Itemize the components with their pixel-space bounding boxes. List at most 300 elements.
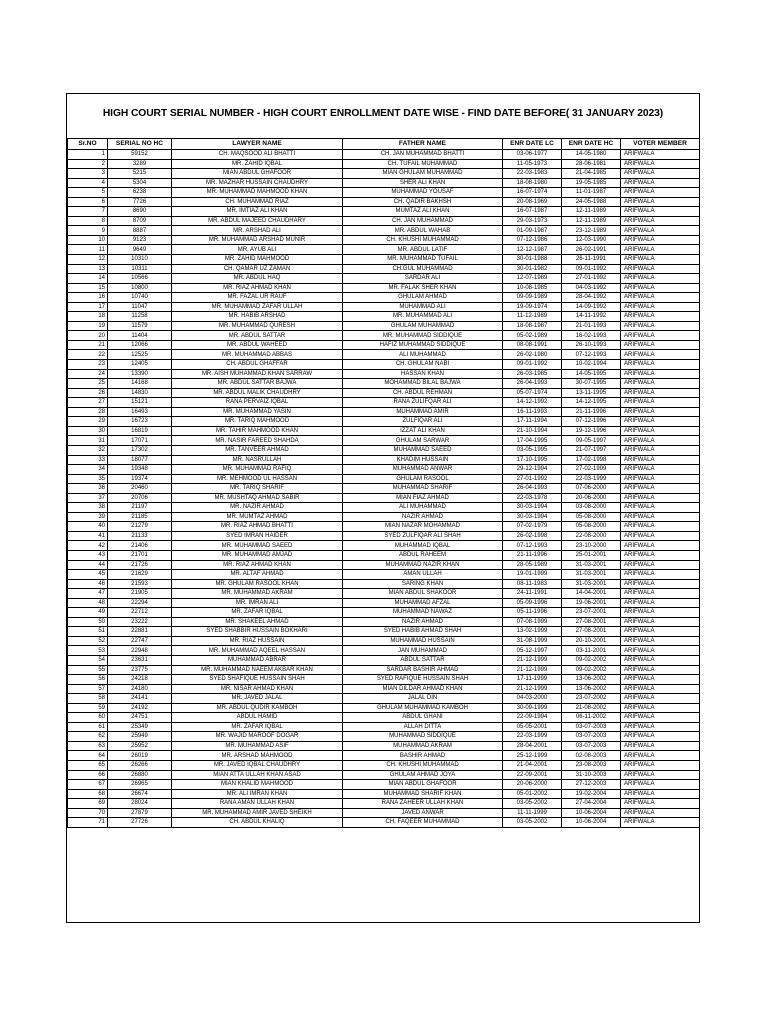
lawyer-name-cell: MR. MUHAMMAD MAHMOOD KHAN	[172, 188, 343, 198]
enr-date-lc-cell: 07-08-1999	[503, 617, 562, 627]
voter-member-cell: ARIFWALA	[621, 713, 700, 723]
serial-no-hc-cell: 20706	[108, 493, 172, 503]
enr-date-hc-cell: 05-08-2000	[562, 522, 621, 532]
serial-no-hc-cell: 21629	[108, 570, 172, 580]
sr-no-cell: 16	[68, 293, 108, 303]
table-row	[68, 379, 700, 389]
table-row	[68, 732, 700, 742]
enr-date-hc-cell: 31-03-2001	[562, 579, 621, 589]
serial-no-hc-cell: 23222	[108, 617, 172, 627]
lawyer-name-cell: SYED IMRAN HAIDER	[172, 531, 343, 541]
sr-no-cell: 65	[68, 761, 108, 771]
father-name-cell: MUHAMMAD HUSSAIN	[343, 636, 503, 646]
voter-member-cell: ARIFWALA	[621, 617, 700, 627]
table-row	[68, 178, 700, 188]
table-row	[68, 780, 700, 790]
enr-date-hc-cell: 19-02-2004	[562, 789, 621, 799]
lawyer-name-cell: MR. IMRAN ALI	[172, 598, 343, 608]
enr-date-lc-cell: 30-09-1999	[503, 703, 562, 713]
voter-member-cell: ARIFWALA	[621, 732, 700, 742]
enr-date-hc-cell: 14-09-1992	[562, 302, 621, 312]
column-header-lawyer-name: LAWYER NAME	[172, 139, 343, 150]
voter-member-cell: ARIFWALA	[621, 388, 700, 398]
enr-date-lc-cell: 01-09-1987	[503, 226, 562, 236]
sr-no-cell: 57	[68, 684, 108, 694]
table-row	[68, 579, 700, 589]
serial-no-hc-cell: 27726	[108, 818, 172, 828]
table-row	[68, 589, 700, 599]
enr-date-lc-cell: 19-01-1999	[503, 570, 562, 580]
serial-no-hc-cell: 16723	[108, 417, 172, 427]
table-row	[68, 274, 700, 284]
lawyer-name-cell: MR. ALI IMRAN KHAN	[172, 789, 343, 799]
voter-member-cell: ARIFWALA	[621, 436, 700, 446]
lawyer-name-cell: MR. ABDUL MALIK CHAUDHRY	[172, 388, 343, 398]
serial-no-hc-cell: 21701	[108, 550, 172, 560]
lawyer-name-cell: MR. MUSHTAQ AHMAD SABIR	[172, 493, 343, 503]
table-body	[68, 150, 700, 828]
father-name-cell: MUHAMMAD IQBAL	[343, 541, 503, 551]
enr-date-hc-cell: 09-02-2002	[562, 665, 621, 675]
lawyer-name-cell: MR. TAHIR MAHMOOD KHAN	[172, 426, 343, 436]
sr-no-cell: 40	[68, 522, 108, 532]
father-name-cell: BASHIR AHMAD	[343, 751, 503, 761]
father-name-cell: JAVED ANWAR	[343, 808, 503, 818]
sr-no-cell: 3	[68, 169, 108, 179]
enr-date-lc-cell: 22-03-1999	[503, 732, 562, 742]
table-row	[68, 694, 700, 704]
table-row	[68, 331, 700, 341]
serial-no-hc-cell: 24180	[108, 684, 172, 694]
enr-date-lc-cell: 03-06-1977	[503, 150, 562, 160]
father-name-cell: ALI MUHAMMAD	[343, 503, 503, 513]
lawyer-name-cell: MR. MUHAMMAD ARSHAD MUNIR	[172, 235, 343, 245]
enr-date-lc-cell: 20-06-2000	[503, 780, 562, 790]
enr-date-lc-cell: 21-11-1996	[503, 550, 562, 560]
serial-no-hc-cell: 25349	[108, 722, 172, 732]
father-name-cell: JALAL DIN	[343, 694, 503, 704]
voter-member-cell: ARIFWALA	[621, 675, 700, 685]
voter-member-cell: ARIFWALA	[621, 197, 700, 207]
voter-member-cell: ARIFWALA	[621, 636, 700, 646]
lawyer-name-cell: CH. MUHAMMAD RIAZ	[172, 197, 343, 207]
serial-no-hc-cell: 15121	[108, 398, 172, 408]
enr-date-lc-cell: 26-03-1985	[503, 369, 562, 379]
serial-no-hc-cell: 19348	[108, 465, 172, 475]
lawyer-name-cell: MR. MUHAMMAD ABBAS	[172, 350, 343, 360]
serial-no-hc-cell: 24192	[108, 703, 172, 713]
lawyer-name-cell: SYED SHAFIQUE HUSSAIN SHAH	[172, 675, 343, 685]
lawyer-name-cell: MR. NASRULLAH	[172, 455, 343, 465]
enr-date-hc-cell: 03-07-2003	[562, 722, 621, 732]
sr-no-cell: 62	[68, 732, 108, 742]
enr-date-hc-cell: 24-05-1988	[562, 197, 621, 207]
voter-member-cell: ARIFWALA	[621, 598, 700, 608]
father-name-cell: CH. TUFAIL MUHAMMAD	[343, 159, 503, 169]
lawyer-name-cell: MR. ABDUL WAHEED	[172, 340, 343, 350]
enr-date-hc-cell: 11-01-1987	[562, 188, 621, 198]
sr-no-cell: 28	[68, 407, 108, 417]
enr-date-hc-cell: 27-04-2004	[562, 799, 621, 809]
enr-date-lc-cell: 29-12-1994	[503, 465, 562, 475]
father-name-cell: MUHAMMAD SIDDIQUE	[343, 732, 503, 742]
voter-member-cell: ARIFWALA	[621, 751, 700, 761]
enr-date-hc-cell: 20-06-2000	[562, 493, 621, 503]
enr-date-lc-cell: 17-04-1995	[503, 436, 562, 446]
enr-date-hc-cell: 13-06-2002	[562, 675, 621, 685]
table-row	[68, 665, 700, 675]
enr-date-hc-cell: 09-05-1997	[562, 436, 621, 446]
father-name-cell: GHULAM MUHAMMAD KAMBOH	[343, 703, 503, 713]
enr-date-hc-cell: 23-07-2002	[562, 694, 621, 704]
enr-date-hc-cell: 07-12-1993	[562, 350, 621, 360]
father-name-cell: MR. ABDUL LATIF	[343, 245, 503, 255]
lawyer-name-cell: MR. MUHAMMAD AQEEL HASSAN	[172, 646, 343, 656]
father-name-cell: MR. ABDUL WAHAB	[343, 226, 503, 236]
father-name-cell: CH. ABDUL REHMAN	[343, 388, 503, 398]
lawyer-name-cell: RANA AMAN ULLAH KHAN	[172, 799, 343, 809]
father-name-cell: MR. FALAK SHER KHAN	[343, 283, 503, 293]
father-name-cell: MUHAMMAD AFZAL	[343, 598, 503, 608]
serial-no-hc-cell: 25949	[108, 732, 172, 742]
enr-date-hc-cell: 21-08-2002	[562, 703, 621, 713]
sr-no-cell: 44	[68, 560, 108, 570]
lawyer-name-cell: MR. TARIQ SHARIF	[172, 484, 343, 494]
serial-no-hc-cell: 11047	[108, 302, 172, 312]
sr-no-cell: 71	[68, 818, 108, 828]
father-name-cell: MUHAMMAD ALI	[343, 302, 503, 312]
enr-date-lc-cell: 26-02-1998	[503, 531, 562, 541]
voter-member-cell: ARIFWALA	[621, 331, 700, 341]
enr-date-lc-cell: 22-03-1983	[503, 169, 562, 179]
voter-member-cell: ARIFWALA	[621, 264, 700, 274]
enr-date-hc-cell: 14-04-2001	[562, 589, 621, 599]
lawyer-name-cell: MR. RIAZ AHMAD BHATTI	[172, 522, 343, 532]
enr-date-hc-cell: 27-01-1992	[562, 274, 621, 284]
table-row	[68, 350, 700, 360]
sr-no-cell: 69	[68, 799, 108, 809]
voter-member-cell: ARIFWALA	[621, 503, 700, 513]
father-name-cell: JAN MUHAMMAD	[343, 646, 503, 656]
father-name-cell: SYED ZULFIQAR ALI SHAH	[343, 531, 503, 541]
lawyer-name-cell: MR. MUHAMMAD NAEEM AKBAR KHAN	[172, 665, 343, 675]
enr-date-lc-cell: 07-12-1986	[503, 235, 562, 245]
sr-no-cell: 46	[68, 579, 108, 589]
enr-date-lc-cell: 21-12-1999	[503, 684, 562, 694]
table-row	[68, 722, 700, 732]
table-row	[68, 636, 700, 646]
serial-no-hc-cell: 59152	[108, 150, 172, 160]
voter-member-cell: ARIFWALA	[621, 799, 700, 809]
sr-no-cell: 36	[68, 484, 108, 494]
sr-no-cell: 11	[68, 245, 108, 255]
serial-no-hc-cell: 25952	[108, 741, 172, 751]
voter-member-cell: ARIFWALA	[621, 512, 700, 522]
table-row	[68, 369, 700, 379]
voter-member-cell: ARIFWALA	[621, 531, 700, 541]
father-name-cell: ALLAH DITTA	[343, 722, 503, 732]
voter-member-cell: ARIFWALA	[621, 570, 700, 580]
table-row	[68, 741, 700, 751]
table-row	[68, 388, 700, 398]
serial-no-hc-cell: 12405	[108, 360, 172, 370]
serial-no-hc-cell: 3289	[108, 159, 172, 169]
enr-date-lc-cell: 22-09-2001	[503, 770, 562, 780]
column-header-serial-no-hc: SERIAL NO HC	[108, 139, 172, 150]
father-name-cell: CH. FAQEER MUHAMMAD	[343, 818, 503, 828]
sr-no-cell: 30	[68, 426, 108, 436]
voter-member-cell: ARIFWALA	[621, 178, 700, 188]
lawyers-table	[67, 138, 700, 828]
serial-no-hc-cell: 16819	[108, 426, 172, 436]
enr-date-lc-cell: 16-11-1993	[503, 407, 562, 417]
serial-no-hc-cell: 21593	[108, 579, 172, 589]
enr-date-lc-cell: 09-01-1992	[503, 360, 562, 370]
lawyer-name-cell: CH. MAQSOOD ALI BHATTI	[172, 150, 343, 160]
serial-no-hc-cell: 13390	[108, 369, 172, 379]
lawyer-name-cell: MR. AYUB ALI	[172, 245, 343, 255]
enr-date-hc-cell: 21-01-1993	[562, 321, 621, 331]
lawyer-name-cell: MR. TANVEER AHMAD	[172, 445, 343, 455]
enr-date-lc-cell: 07-12-1993	[503, 541, 562, 551]
voter-member-cell: ARIFWALA	[621, 770, 700, 780]
voter-member-cell: ARIFWALA	[621, 150, 700, 160]
enr-date-hc-cell: 26-10-1993	[562, 340, 621, 350]
enr-date-lc-cell: 31-08-1999	[503, 636, 562, 646]
father-name-cell: MIAN ABDUL GHAFOOR	[343, 780, 503, 790]
enr-date-lc-cell: 09-09-1989	[503, 293, 562, 303]
enr-date-hc-cell: 28-06-1981	[562, 159, 621, 169]
sr-no-cell: 56	[68, 675, 108, 685]
sr-no-cell: 15	[68, 283, 108, 293]
enr-date-hc-cell: 27-08-2001	[562, 627, 621, 637]
father-name-cell: CH. QADIR BAKHSH	[343, 197, 503, 207]
table-row	[68, 302, 700, 312]
voter-member-cell: ARIFWALA	[621, 493, 700, 503]
enr-date-hc-cell: 23-08-2003	[562, 761, 621, 771]
enr-date-hc-cell: 06-11-2002	[562, 713, 621, 723]
sr-no-cell: 25	[68, 379, 108, 389]
serial-no-hc-cell: 12066	[108, 340, 172, 350]
sr-no-cell: 59	[68, 703, 108, 713]
enr-date-hc-cell: 14-05-1995	[562, 369, 621, 379]
sr-no-cell: 35	[68, 474, 108, 484]
serial-no-hc-cell: 17302	[108, 445, 172, 455]
table-row	[68, 417, 700, 427]
enr-date-lc-cell: 17-11-1999	[503, 675, 562, 685]
enr-date-lc-cell: 29-03-1973	[503, 216, 562, 226]
serial-no-hc-cell: 26880	[108, 770, 172, 780]
table-row	[68, 598, 700, 608]
serial-no-hc-cell: 22294	[108, 598, 172, 608]
serial-no-hc-cell: 11579	[108, 321, 172, 331]
sr-no-cell: 51	[68, 627, 108, 637]
lawyer-name-cell: CH. QAMAR UZ ZAMAN	[172, 264, 343, 274]
voter-member-cell: ARIFWALA	[621, 188, 700, 198]
sr-no-cell: 33	[68, 455, 108, 465]
serial-no-hc-cell: 5304	[108, 178, 172, 188]
lawyer-name-cell: MR. SHAKEEL AHMAD	[172, 617, 343, 627]
table-row	[68, 493, 700, 503]
serial-no-hc-cell: 7726	[108, 197, 172, 207]
serial-no-hc-cell: 6238	[108, 188, 172, 198]
table-row	[68, 465, 700, 475]
table-row	[68, 789, 700, 799]
father-name-cell: NAZIR AHMAD	[343, 512, 503, 522]
table-row	[68, 608, 700, 618]
sr-no-cell: 63	[68, 741, 108, 751]
table-row	[68, 188, 700, 198]
voter-member-cell: ARIFWALA	[621, 369, 700, 379]
lawyer-name-cell: MR. JAVED IQBAL CHAUDHRY	[172, 761, 343, 771]
table-row	[68, 207, 700, 217]
voter-member-cell: ARIFWALA	[621, 646, 700, 656]
enr-date-lc-cell: 04-03-2000	[503, 694, 562, 704]
table-row	[68, 360, 700, 370]
table-row	[68, 245, 700, 255]
sr-no-cell: 68	[68, 789, 108, 799]
voter-member-cell: ARIFWALA	[621, 235, 700, 245]
table-row	[68, 455, 700, 465]
serial-no-hc-cell: 16493	[108, 407, 172, 417]
lawyer-name-cell: MR. MUHAMMAD ZAFAR ULLAH	[172, 302, 343, 312]
serial-no-hc-cell: 24751	[108, 713, 172, 723]
table-row	[68, 169, 700, 179]
table-row	[68, 560, 700, 570]
enr-date-hc-cell: 17-02-1998	[562, 455, 621, 465]
voter-member-cell: ARIFWALA	[621, 589, 700, 599]
enr-date-hc-cell: 03-08-2000	[562, 503, 621, 513]
enr-date-lc-cell: 08-11-1983	[503, 579, 562, 589]
voter-member-cell: ARIFWALA	[621, 818, 700, 828]
father-name-cell: MIAN GHULAM MUHAMMAD	[343, 169, 503, 179]
enr-date-hc-cell: 12-11-1989	[562, 207, 621, 217]
lawyer-name-cell: MR. TARIQ MAHMOOD	[172, 417, 343, 427]
lawyer-name-cell: MR. NISAR AHMAD KHAN	[172, 684, 343, 694]
serial-no-hc-cell: 21197	[108, 503, 172, 513]
father-name-cell: MUHAMMAD SHARIF	[343, 484, 503, 494]
table-row	[68, 684, 700, 694]
column-header-voter-member: VOTER MEMBER	[621, 139, 700, 150]
enr-date-hc-cell: 25-01-2001	[562, 550, 621, 560]
table-row	[68, 570, 700, 580]
voter-member-cell: ARIFWALA	[621, 808, 700, 818]
enr-date-hc-cell: 16-02-1993	[562, 331, 621, 341]
table-row	[68, 503, 700, 513]
serial-no-hc-cell: 21406	[108, 541, 172, 551]
enr-date-hc-cell: 13-11-1995	[562, 388, 621, 398]
enr-date-hc-cell: 13-06-2002	[562, 684, 621, 694]
father-name-cell: GHULAM MUHAMMAD	[343, 321, 503, 331]
enr-date-lc-cell: 17-10-1995	[503, 455, 562, 465]
enr-date-lc-cell: 03-05-2002	[503, 818, 562, 828]
enr-date-lc-cell: 05-05-2001	[503, 722, 562, 732]
enr-date-hc-cell: 14-11-1992	[562, 312, 621, 322]
table-row	[68, 159, 700, 169]
voter-member-cell: ARIFWALA	[621, 761, 700, 771]
table-row	[68, 264, 700, 274]
father-name-cell: GHULAM SARWAR	[343, 436, 503, 446]
table-row	[68, 293, 700, 303]
enr-date-lc-cell: 05-11-1996	[503, 608, 562, 618]
sr-no-cell: 49	[68, 608, 108, 618]
father-name-cell: SARDAR BASHIR AHMAD	[343, 665, 503, 675]
serial-no-hc-cell: 9649	[108, 245, 172, 255]
sr-no-cell: 60	[68, 713, 108, 723]
enr-date-hc-cell: 30-07-1995	[562, 379, 621, 389]
father-name-cell: IZZAT ALI KHAN	[343, 426, 503, 436]
table-row	[68, 703, 700, 713]
lawyer-name-cell: CH. ABDUL KHALIQ	[172, 818, 343, 828]
serial-no-hc-cell: 12525	[108, 350, 172, 360]
voter-member-cell: ARIFWALA	[621, 579, 700, 589]
voter-member-cell: ARIFWALA	[621, 340, 700, 350]
voter-member-cell: ARIFWALA	[621, 407, 700, 417]
lawyer-name-cell: CH. ABDUL GHAFFAR	[172, 360, 343, 370]
enr-date-hc-cell: 21-07-1997	[562, 445, 621, 455]
sr-no-cell: 17	[68, 302, 108, 312]
enr-date-hc-cell: 23-10-2000	[562, 541, 621, 551]
lawyer-name-cell: MR. MUHAMMAD AMIR JAVED SHEIKH	[172, 808, 343, 818]
voter-member-cell: ARIFWALA	[621, 350, 700, 360]
enr-date-hc-cell: 03-11-2001	[562, 646, 621, 656]
father-name-cell: MUHAMMAD AKRAM	[343, 741, 503, 751]
enr-date-lc-cell: 30-03-1994	[503, 512, 562, 522]
sr-no-cell: 12	[68, 255, 108, 265]
enr-date-hc-cell: 19-05-1985	[562, 178, 621, 188]
enr-date-lc-cell: 05-01-2002	[503, 789, 562, 799]
lawyer-name-cell: MR. MAZHAR HUSSAIN CHAUDHRY	[172, 178, 343, 188]
enr-date-lc-cell: 21-10-1994	[503, 426, 562, 436]
lawyer-name-cell: MR. MEHMOOD UL HASSAN	[172, 474, 343, 484]
enr-date-lc-cell: 30-01-1988	[503, 255, 562, 265]
table-row	[68, 255, 700, 265]
lawyer-name-cell: MR. ABDUL HAQ	[172, 274, 343, 284]
enr-date-lc-cell: 03-05-2002	[503, 799, 562, 809]
enr-date-lc-cell: 24-11-1991	[503, 589, 562, 599]
serial-no-hc-cell: 19374	[108, 474, 172, 484]
lawyer-name-cell: MR. ARSHAD ALI	[172, 226, 343, 236]
lawyer-name-cell: MR. ZAHID IQBAL	[172, 159, 343, 169]
father-name-cell: CH. KHUSHI MUHAMMAD	[343, 235, 503, 245]
enr-date-lc-cell: 28-04-2001	[503, 741, 562, 751]
serial-no-hc-cell: 21726	[108, 560, 172, 570]
voter-member-cell: ARIFWALA	[621, 159, 700, 169]
serial-no-hc-cell: 8709	[108, 216, 172, 226]
father-name-cell: MOHAMMAD BILAL BAJWA	[343, 379, 503, 389]
enr-date-lc-cell: 05-07-1974	[503, 388, 562, 398]
lawyer-name-cell: MR. RIAZ AHMAD KHAN	[172, 283, 343, 293]
father-name-cell: MUHAMMAD YOUSAF	[343, 188, 503, 198]
father-name-cell: SARDAR ALI	[343, 274, 503, 284]
enr-date-hc-cell: 23-07-2001	[562, 608, 621, 618]
serial-no-hc-cell: 22948	[108, 646, 172, 656]
table-row	[68, 675, 700, 685]
sr-no-cell: 70	[68, 808, 108, 818]
enr-date-hc-cell: 10-06-2004	[562, 818, 621, 828]
voter-member-cell: ARIFWALA	[621, 627, 700, 637]
enr-date-hc-cell: 26-02-1991	[562, 245, 621, 255]
lawyer-name-cell: SYED SHABBIR HUSSAIN BOKHARI	[172, 627, 343, 637]
sr-no-cell: 10	[68, 235, 108, 245]
father-name-cell: MR. MUHAMMAD SIDDIQUE	[343, 331, 503, 341]
table-row	[68, 531, 700, 541]
table-row	[68, 617, 700, 627]
voter-member-cell: ARIFWALA	[621, 560, 700, 570]
enr-date-hc-cell: 10-06-2004	[562, 808, 621, 818]
sr-no-cell: 48	[68, 598, 108, 608]
enr-date-lc-cell: 18-08-1987	[503, 321, 562, 331]
